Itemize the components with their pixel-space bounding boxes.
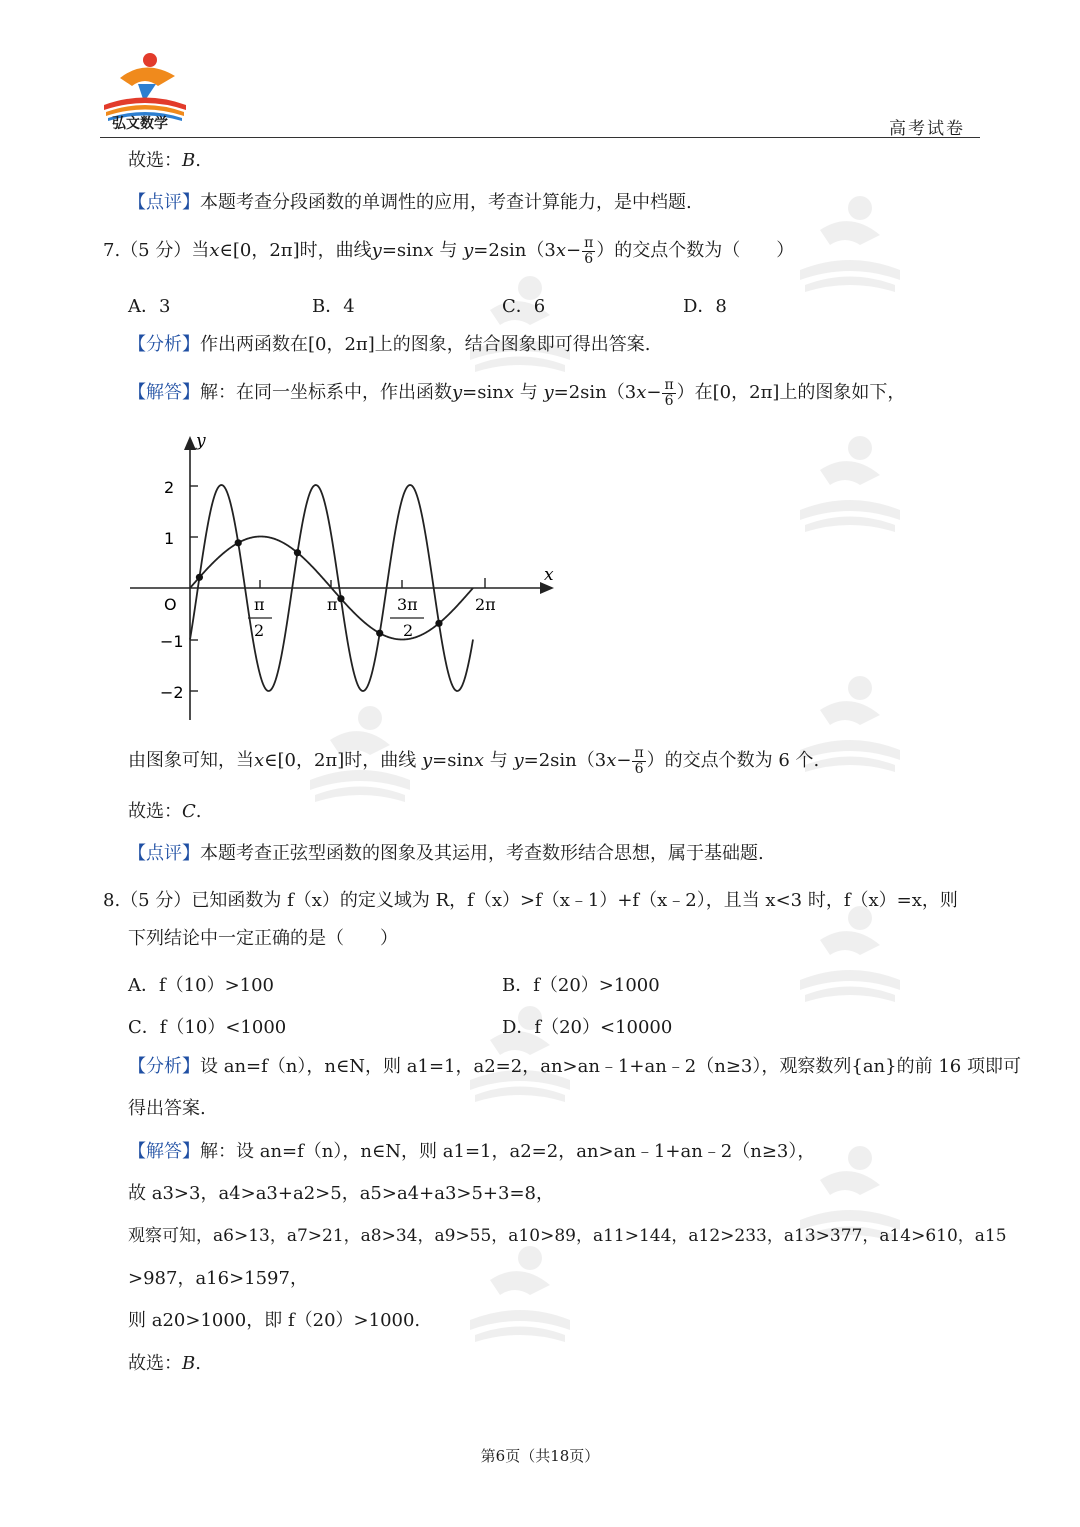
- y-axis-arrow: [184, 436, 196, 450]
- logo-text: 弘文数学: [112, 116, 168, 132]
- q7-solution: 【解答】解：在同一坐标系中，作出函数y=sinx 与 y=2sin（3x− $\frac{\pi}{6}$ ）在[0，2π]上的图象如下，: [128, 377, 906, 409]
- fraction-denominator: 6: [584, 250, 594, 267]
- option-c: C．f（10）<1000: [128, 1017, 287, 1038]
- watermark-logo: [790, 900, 910, 1010]
- stem-text: 已知函数为 f（x）的定义域为 R，f（x）>f（x﹣1）+f（x﹣2），且当 x<3 时，f（x）=x，则: [191, 890, 958, 911]
- y-tick-label: 2: [164, 478, 175, 497]
- fraction: $\frac{\pi}{6}$: [664, 377, 674, 409]
- analysis-text: 设 an=f（n），n∈N，则 a1=1，a2=2，an>an﹣1+an﹣2（n≥3），观察数列{an}的前 16 项即可: [200, 1056, 1021, 1077]
- watermark-logo: [790, 190, 910, 300]
- intersection-point: [376, 630, 383, 637]
- conclusion-text: 的交点个数为 6 个.: [664, 750, 820, 772]
- q8-solution-line: 观察可知，a6>13，a7>21，a8>34，a9>55，a10>89，a11>144，a12>233，a13>377，a14>610，a15: [128, 1226, 1007, 1246]
- answer-value: B: [182, 1353, 196, 1374]
- analysis-tag: 【分析】: [128, 1056, 200, 1077]
- stem-text: 与: [439, 240, 458, 262]
- watermark-logo: [460, 270, 580, 380]
- q7-comment: [128, 843, 764, 865]
- x-axis-label: x: [544, 565, 554, 585]
- analysis-tag: 【分析】: [128, 334, 200, 355]
- intersection-point: [337, 595, 344, 602]
- origin-label: O: [164, 595, 177, 614]
- stem-text: =2sin（3: [473, 240, 556, 262]
- fraction: $\frac{\pi}{6}$: [634, 745, 644, 777]
- y-axis-label: y: [196, 431, 206, 451]
- comment-text: 本题考查正弦型函数的图象及其运用，考查数形结合思想，属于基础题.: [200, 843, 764, 864]
- option-b: B．4: [312, 296, 355, 317]
- y-tick-label: 1: [164, 529, 175, 548]
- answer-label: 故选：: [128, 801, 182, 822]
- watermark-logo: [460, 1240, 580, 1350]
- x-tick-label: 2: [403, 621, 414, 640]
- header-rule: [100, 137, 980, 138]
- x-tick-label: 2: [254, 621, 265, 640]
- intersection-point: [435, 620, 442, 627]
- answer-label: 故选：: [128, 150, 182, 171]
- option-c: C．6: [502, 296, 546, 317]
- document-type: 高考试卷: [889, 119, 965, 139]
- x-tick-label: π: [254, 595, 265, 614]
- option-d: D．f（20）<10000: [502, 1017, 673, 1038]
- x-tick-label: 3π: [397, 595, 418, 614]
- fraction: [582, 236, 595, 266]
- x-tick-label: 2π: [475, 595, 496, 614]
- q8-analysis-cont: 得出答案.: [128, 1098, 206, 1119]
- solution-tag: 【解答】: [128, 1141, 200, 1162]
- fraction-numerator: π: [584, 235, 594, 251]
- conclusion-text: 由图象可知，当: [128, 750, 254, 772]
- option-a: A．3: [128, 296, 171, 317]
- question-number: 8.: [103, 890, 121, 911]
- intersection-point: [294, 549, 301, 556]
- comment-text: 本题考查分段函数的单调性的应用，考查计算能力，是中档题.: [200, 192, 692, 213]
- question-score: （5 分）: [120, 890, 192, 911]
- stem-text: =sin: [381, 240, 424, 262]
- q6-comment: [128, 192, 692, 214]
- y-tick-label: −2: [160, 683, 184, 702]
- q8-solution: [128, 1141, 815, 1163]
- answer-label: 故选：: [128, 1353, 182, 1374]
- answer-value: B: [182, 150, 196, 171]
- question-number: 7.: [103, 240, 121, 262]
- q7-stem: 7.（5 分）当x∈[0，2π]时，曲线y=sinx 与 y=2sin（3x− $\frac{\pi}{6}$ ）的交点个数为（ ）: [103, 235, 795, 267]
- q6-answer-line: 故选：B.: [128, 150, 201, 171]
- q8-analysis: [128, 1056, 1021, 1078]
- q8-solution-line: >987，a16>1597，: [128, 1268, 308, 1289]
- stem-text: ）的交点个数为（ ）: [596, 240, 795, 262]
- solution-text: 解：在同一坐标系中，作出函数: [200, 382, 452, 404]
- stem-text: 当: [191, 240, 210, 262]
- solution-text: 在[0，2π]上的图象如下，: [694, 382, 906, 404]
- q7-conclusion: 由图象可知，当x∈[0，2π]时，曲线 y=sinx 与 y=2sin（3x− $\frac{\pi}{6}$ ）的交点个数为 6 个.: [128, 745, 820, 777]
- page-number: 第6页（共18页）: [480, 1447, 600, 1465]
- option-b: B．f（20）>1000: [502, 975, 660, 996]
- q8-solution-line: 则 a20>1000，即 f（20）>1000.: [128, 1310, 421, 1331]
- q8-stem-line1: [103, 886, 958, 912]
- q8-stem-line2: 下列结论中一定正确的是（ ）: [128, 928, 398, 949]
- answer-value: C: [182, 801, 196, 822]
- comment-tag: 【点评】: [128, 843, 200, 864]
- function-graph: [120, 430, 570, 730]
- intersection-point: [196, 574, 203, 581]
- option-d: D．8: [683, 296, 727, 317]
- watermark-logo: [790, 430, 910, 540]
- q7-answer-line: 故选：C.: [128, 801, 202, 822]
- option-a: A．f（10）>100: [128, 975, 275, 996]
- solution-tag: 【解答】: [128, 382, 200, 404]
- stem-text: −: [566, 240, 582, 262]
- solution-text: 解：设 an=f（n），n∈N，则 a1=1，a2=2，an>an﹣1+an﹣2（n≥3），: [200, 1141, 816, 1162]
- y-tick-label: −1: [160, 632, 184, 651]
- comment-tag: 【点评】: [128, 192, 200, 213]
- q8-solution-line: 故 a3>3，a4>a3+a2>5，a5>a4+a3>5+3=8，: [128, 1183, 555, 1204]
- stem-text: ∈[0，2π]时，曲线: [219, 240, 372, 262]
- question-score: （5 分）: [120, 240, 192, 262]
- x-tick-label: π: [327, 595, 338, 614]
- q7-analysis: [128, 334, 651, 356]
- analysis-text: 作出两函数在[0，2π]上的图象，结合图象即可得出答案.: [200, 334, 651, 355]
- q8-answer-line: 故选：B.: [128, 1353, 201, 1374]
- intersection-point: [235, 539, 242, 546]
